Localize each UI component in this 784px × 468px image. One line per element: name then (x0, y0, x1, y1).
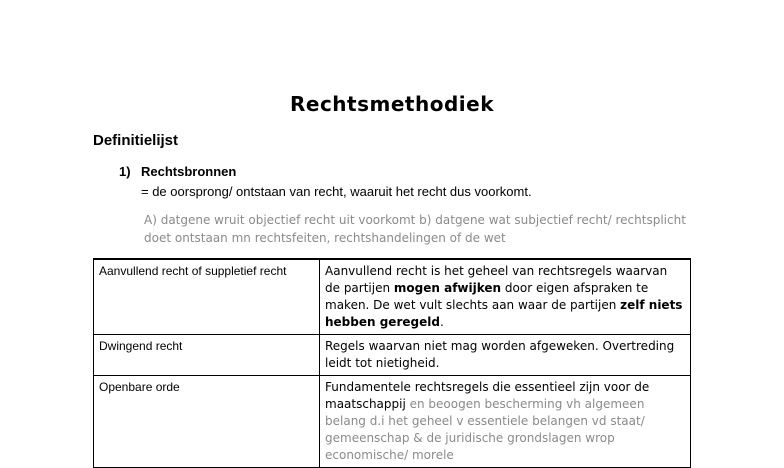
table-cell-definition (320, 335, 691, 376)
list-item-number: 1) (119, 164, 131, 179)
definition-emphasis: zelf niets hebben geregeld (325, 298, 683, 329)
definition-text: Aanvullend recht is het geheel van rechtsregels waarvan de partijen (325, 264, 668, 295)
table-row (94, 259, 691, 335)
definition-annotation: en beoogen bescherming vh algemeen belang d.i het geheel v essentiele belangen vd staat/ gemeenschap & de juridische grondslagen wrop economische/ morele (325, 397, 645, 462)
definition-text: Fundamentele rechtsregels die essentieel zijn voor de maatschappij (325, 380, 650, 411)
table-cell-term: Openbare orde (94, 376, 320, 468)
list-item-definition: = de oorsprong/ ontstaan van recht, waaruit het recht dus voorkomt. (141, 184, 532, 199)
table-cell-term: Aanvullend recht of suppletief recht (94, 259, 320, 335)
section-subtitle: Definitielijst (93, 132, 179, 149)
table-cell-definition (320, 259, 691, 335)
list-item-heading: Rechtsbronnen (141, 164, 237, 179)
table-row (94, 376, 691, 468)
table-cell-definition (320, 376, 691, 468)
table-row (94, 335, 691, 376)
definition-text: door eigen afspraken te maken. De wet vult slechts aan waar de partijen (325, 281, 649, 312)
page-title: Rechtsmethodiek (289, 92, 494, 116)
definition-emphasis: mogen afwijken (393, 281, 502, 295)
table-cell-term: Dwingend recht (94, 335, 320, 376)
definition-text: Regels waarvan niet mag worden afgeweken. Overtreding leidt tot nietigheid. (325, 339, 675, 370)
definition-table (93, 258, 691, 468)
list-item-note: A) datgene wruit objectief recht uit voorkomt b) datgene wat subjectief recht/ rechtsplicht doet ontstaan mn rechtsfeiten, rechtshandelingen of de wet (144, 213, 686, 245)
definition-text: . (439, 315, 444, 329)
